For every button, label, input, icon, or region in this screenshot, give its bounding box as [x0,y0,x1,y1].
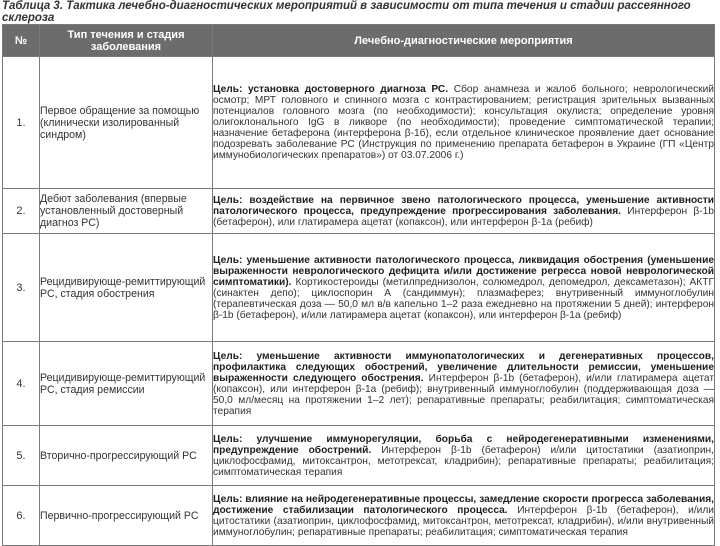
row-text: Сбор анамнеза и жалоб больного; неврологический осмотр; МРТ головного и спинного мозга с контрастированием; регистрация зрительных вызванных потенциалов головного мозга (по необходимости); консультация окулиста; определение уровня олигоклонального IgG в ликворе (по необходимости); проведение симптоматической терапии; назначение бетаферона (интерферона β-1б), если отдельное клиническое проявление дает основание подозревать заболевание РС (Инструкция по применению препарата бетаферон в Украине (ГП «Центр иммунобиологических препаратов») от 03.07.2006 г.) [213,84,714,161]
row-goal: Цель: установка достоверного диагноза РС. [213,84,449,95]
row-text: Интерферон β-1b (бетаферон), и/или цитостатики (азатиоприн, циклофосфамид, митоксантрон, метотрексат, кладрибин), и/или внутривенный иммуноглобулин; репаративные препараты; реабилитация; симптоматическая терапия [213,504,714,538]
row-type: Первично-прогрессирующий РС [40,486,213,546]
row-text: Кортикостероиды (метилпреднизолон, солюмедрол, депомедрол, дексаметазон); АКТГ (синактен депо); циклоспорин А (сандиммун); плазмаферез; внутривенный иммуноглобулин (терапевтическая доза — 50,0 мл в/в капельно 1–2 раза ежедневно на протяжении 5 дней); интерферон β-1b (бетаферон), и/или латирамера ацетат (копаксон), или интерферон β-1a (ребиф) [213,276,714,321]
table-row [3,342,715,426]
row-goal: Цель: влияние на нейродегенеративные процессы, замедление скорости прогресса заболевания, достижение стабилизации патологического процесса. [213,493,714,516]
row-actions [213,486,715,546]
row-number: 1. [3,57,40,189]
row-type: Рецидивирующе-ремиттирующий РС, стадия ремиссии [40,342,213,426]
row-actions [213,234,715,342]
row-actions [213,426,715,486]
header-type: Тип течения и стадия заболевания [40,25,213,57]
row-type: Рецидивирующе-ремиттирующий РС, стадия обострения [40,234,213,342]
table-row [3,57,715,189]
header-num: № [3,25,40,57]
table-row [3,426,715,486]
header-actions: Лечебно-диагностические мероприятия [213,25,715,57]
row-text: Интерферон β-1b (бетаферон), или глатирамера ацетат (копаксон), или интерферон β-1a (ребиф) [213,205,714,228]
row-type: Дебют заболевания (впервые установленный достоверный диагноз РС) [40,189,213,234]
row-actions [213,189,715,234]
table-row [3,189,715,234]
row-number: 4. [3,342,40,426]
row-text: Интерферон β-1b (бетаферон) и/или цитостатики (азатиоприн, циклофосфамид, митоксантрон, метотрексат, кладрибин); репаративные препараты; реабилитация; симптоматическая терапия [213,444,714,478]
row-type: Вторично-прогрессирующий РС [40,426,213,486]
row-type: Первое обращение за помощью (клинически изолированный синдром) [40,57,213,189]
row-number: 5. [3,426,40,486]
table-row [3,486,715,546]
table-header-row [3,25,715,57]
row-actions [213,57,715,189]
row-number: 2. [3,189,40,234]
table-caption: Таблица 3. Тактика лечебно-диагностических мероприятий в зависимости от типа течения и стадии рассеянного склероза [2,0,691,24]
row-goal: Цель: уменьшение активности патологического процесса, ликвидация обострения (уменьшение выраженности неврологического дефицита и/или достижение регресса новой неврологической симптоматики). [213,254,714,288]
row-number: 6. [3,486,40,546]
treatment-table [2,24,715,546]
row-goal: Цель: воздействие на первичное звено патологического процесса, уменьшение активности патологического процесса, предупреждение прогрессирования заболевания. [213,194,714,217]
row-actions [213,342,715,426]
row-goal: Цель: улучшение иммунорегуляции, борьба с нейродегенеративными изменениями, предупреждение обострений. [213,433,714,456]
table-row [3,234,715,342]
row-goal: Цель: уменьшение активности иммунопатологических и дегенеративных процессов, профилактика следующих обострений, увеличение длительности ремиссии, уменьшение выраженности следующего обострения. [213,350,714,384]
row-number: 3. [3,234,40,342]
row-text: Интерферон β-1b (бетаферон), и/или глатирамера ацетат (копаксон), или интерферон β-1a (ребиф); внутривенный иммуноглобулин (поддерживающая доза — 50,0 мл/месяц на протяжении 1–2 лет); репаративные препараты; реабилитация; симптоматическая терапия [213,372,715,417]
